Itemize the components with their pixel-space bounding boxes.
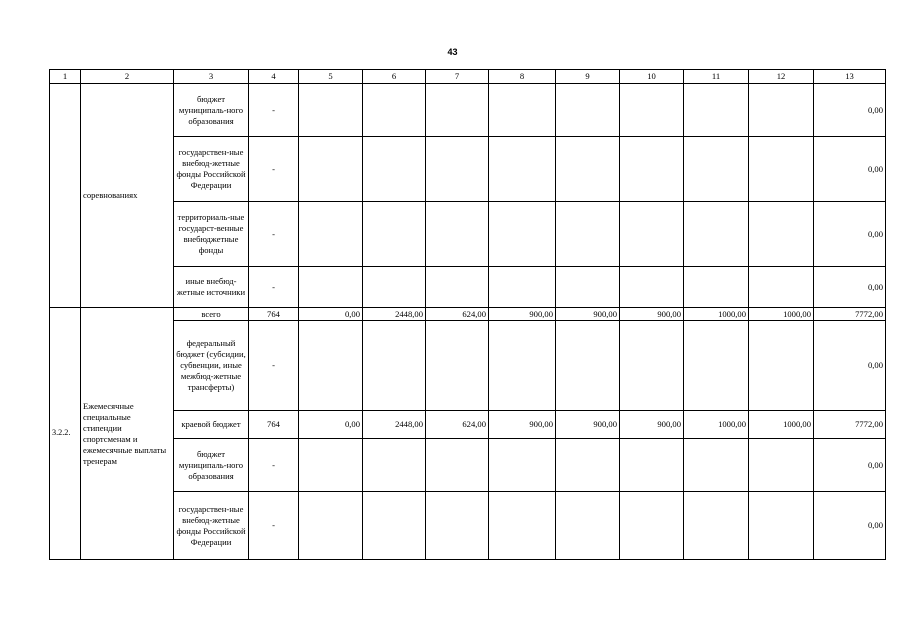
table-row xyxy=(50,267,886,308)
total-cell: 0,00 xyxy=(814,492,886,560)
value-cell-4: - xyxy=(249,492,299,560)
total-cell: 0,00 xyxy=(814,439,886,492)
total-cell: 0,00 xyxy=(814,84,886,137)
table-row xyxy=(50,411,886,439)
total-cell: 7772,00 xyxy=(814,308,886,321)
value-cell-8: 900,00 xyxy=(489,308,556,321)
table-row xyxy=(50,308,886,321)
source-cell: государствен-ные внебюд-жетные фонды Российской Федерации xyxy=(174,137,249,202)
col-header-13: 13 xyxy=(814,70,886,84)
value-cell-9: 900,00 xyxy=(556,411,620,439)
value-cell-4: 764 xyxy=(249,308,299,321)
page-number: 43 xyxy=(447,47,458,57)
total-cell: 0,00 xyxy=(814,321,886,411)
value-cell-4: - xyxy=(249,137,299,202)
budget-table xyxy=(49,69,886,560)
table-row xyxy=(50,321,886,411)
table-row xyxy=(50,492,886,560)
col-header-3: 3 xyxy=(174,70,249,84)
col-header-5: 5 xyxy=(299,70,363,84)
value-cell-8: 900,00 xyxy=(489,411,556,439)
total-cell: 7772,00 xyxy=(814,411,886,439)
table-row xyxy=(50,202,886,267)
value-cell-4: - xyxy=(249,84,299,137)
source-cell: бюджет муниципаль-ного образования xyxy=(174,439,249,492)
value-cell-11: 1000,00 xyxy=(684,308,749,321)
col-header-1: 1 xyxy=(50,70,81,84)
value-cell-11: 1000,00 xyxy=(684,411,749,439)
col-header-9: 9 xyxy=(556,70,620,84)
value-cell-9: 900,00 xyxy=(556,308,620,321)
total-cell: 0,00 xyxy=(814,137,886,202)
value-cell-10: 900,00 xyxy=(620,308,684,321)
value-cell-4: - xyxy=(249,267,299,308)
col-header-7: 7 xyxy=(426,70,489,84)
col-header-12: 12 xyxy=(749,70,814,84)
value-cell-7: 624,00 xyxy=(426,308,489,321)
col-header-11: 11 xyxy=(684,70,749,84)
table-row xyxy=(50,439,886,492)
table-row xyxy=(50,137,886,202)
total-cell: 0,00 xyxy=(814,267,886,308)
col-header-6: 6 xyxy=(363,70,426,84)
col-header-8: 8 xyxy=(489,70,556,84)
value-cell-12: 1000,00 xyxy=(749,411,814,439)
value-cell-4: - xyxy=(249,202,299,267)
table-row xyxy=(50,84,886,137)
source-cell: федеральный бюджет (субсидии, субвенции, иные межбюд-жетные трансферты) xyxy=(174,321,249,411)
value-cell-4: 764 xyxy=(249,411,299,439)
value-cell-6: 2448,00 xyxy=(363,308,426,321)
col-header-2: 2 xyxy=(81,70,174,84)
value-cell-12: 1000,00 xyxy=(749,308,814,321)
source-cell: государствен-ные внебюд-жетные фонды Российской Федерации xyxy=(174,492,249,560)
position-cell: 3.2.2. xyxy=(50,308,81,560)
value-cell-5: 0,00 xyxy=(299,308,363,321)
header-row xyxy=(50,70,886,84)
value-cell-5: 0,00 xyxy=(299,411,363,439)
col-header-4: 4 xyxy=(249,70,299,84)
value-cell-7: 624,00 xyxy=(426,411,489,439)
source-cell: всего xyxy=(174,308,249,321)
value-cell-6: 2448,00 xyxy=(363,411,426,439)
item-name-cell: Ежемесячные специальные стипендии спортсменам и ежемесячные выплаты тренерам xyxy=(81,308,174,560)
total-cell: 0,00 xyxy=(814,202,886,267)
item-name-cell: соревнованиях xyxy=(81,84,174,308)
value-cell-4: - xyxy=(249,321,299,411)
source-cell: территориаль-ные государст-венные внебюджетные фонды xyxy=(174,202,249,267)
source-cell: краевой бюджет xyxy=(174,411,249,439)
col-header-10: 10 xyxy=(620,70,684,84)
position-cell xyxy=(50,84,81,308)
value-cell-4: - xyxy=(249,439,299,492)
source-cell: иные внебюд-жетные источники xyxy=(174,267,249,308)
source-cell: бюджет муниципаль-ного образования xyxy=(174,84,249,137)
value-cell-10: 900,00 xyxy=(620,411,684,439)
